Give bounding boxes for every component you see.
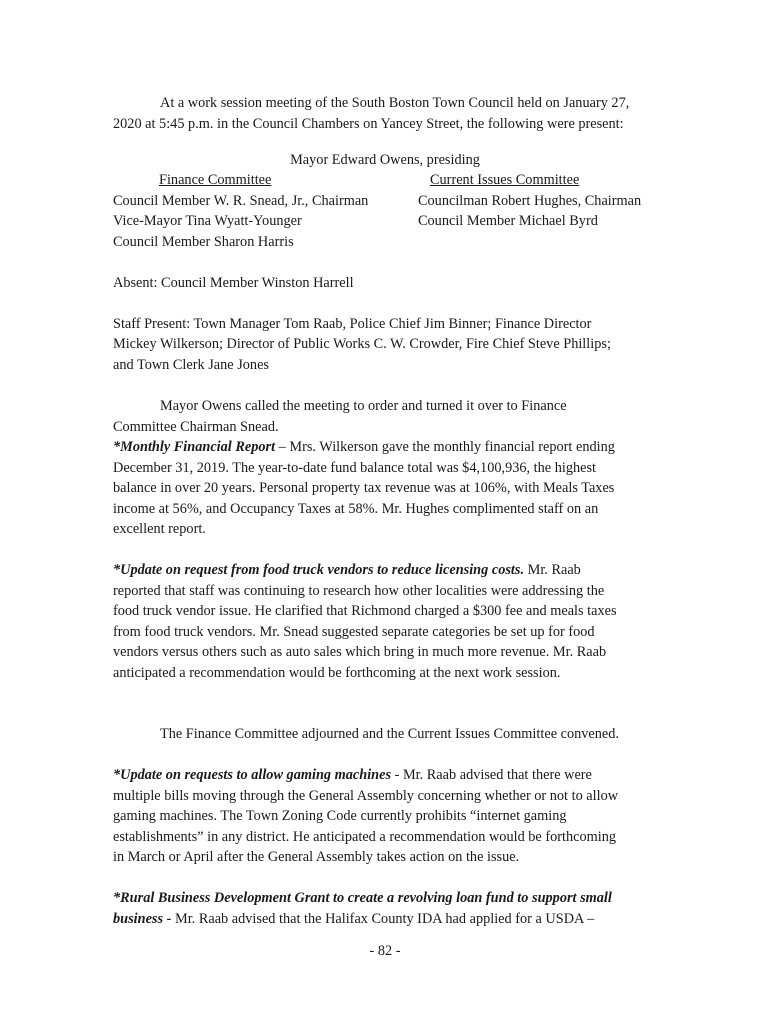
staff-line: and Town Clerk Jane Jones [113,357,269,373]
current-issues-committee-heading: Current Issues Committee [430,172,580,188]
adjourn-line: The Finance Committee adjourned and the Current Issues Committee convened. [160,726,619,742]
gaming-line: multiple bills moving through the General Assembly concerning whether or not to allow [113,788,619,804]
presiding-line: Mayor Edward Owens, presiding [290,152,480,168]
food-truck-line: vendors versus others such as auto sales which bring in much more revenue. Mr. Raab [113,644,607,660]
food-truck-text: Mr. Raab [524,562,581,578]
food-truck-line: reported that staff was continuing to research how other localities were addressing the [113,583,605,599]
rural-text: Mr. Raab advised that the Halifax County IDA had applied for a USDA – [171,911,595,927]
rural-heading-line [113,910,594,928]
financial-report-line: December 31, 2019. The year-to-date fund balance total was $4,100,936, the highest [113,460,597,476]
page-number: - 82 - [369,943,401,959]
financial-report-line: income at 56%, and Occupancy Taxes at 58%. Mr. Hughes complimented staff on an [113,501,599,517]
gaming-line: establishments” in any district. He anticipated a recommendation would be forthcoming [113,829,617,845]
absent-line: Absent: Council Member Winston Harrell [113,275,354,291]
gaming-title: *Update on requests to allow gaming machines [113,767,392,783]
finance-member: Vice-Mayor Tina Wyatt-Younger [113,213,302,229]
gaming-line: gaming machines. The Town Zoning Code currently prohibits “internet gaming [113,808,567,824]
food-truck-line: food truck vendor issue. He clarified that Richmond charged a $300 fee and meals taxes [113,603,617,619]
call-to-order-line: Committee Chairman Snead. [113,419,279,435]
call-to-order-line: Mayor Owens called the meeting to order and turned it over to Finance [160,398,567,414]
financial-report-text: – Mrs. Wilkerson gave the monthly financial report ending [275,439,615,455]
gaming-text: - Mr. Raab advised that there were [391,767,592,783]
financial-report-line: balance in over 20 years. Personal property tax revenue was at 106%, with Meals Taxes [113,480,615,496]
finance-committee-heading: Finance Committee [159,172,272,188]
financial-report-title: *Monthly Financial Report [113,439,276,455]
intro-line-1: At a work session meeting of the South Boston Town Council held on January 27, [160,95,630,111]
food-truck-line: from food truck vendors. Mr. Snead suggested separate categories be set up for food [113,624,595,640]
financial-report-heading-line [113,438,615,456]
gaming-heading-line [113,766,592,784]
finance-member: Council Member Sharon Harris [113,234,294,250]
food-truck-line: anticipated a recommendation would be forthcoming at the next work session. [113,665,561,681]
financial-report-line: excellent report. [113,521,206,537]
current-issues-member: Council Member Michael Byrd [418,213,598,229]
finance-member: Council Member W. R. Snead, Jr., Chairman [113,193,369,209]
gaming-line: in March or April after the General Assembly takes action on the issue. [113,849,520,865]
rural-title-line-2: business - [113,911,172,927]
intro-line-2: 2020 at 5:45 p.m. in the Council Chambers on Yancey Street, the following were present: [113,116,624,132]
staff-line: Staff Present: Town Manager Tom Raab, Police Chief Jim Binner; Finance Director [113,316,592,332]
rural-title-line-1: *Rural Business Development Grant to create a revolving loan fund to support small [113,890,612,906]
current-issues-member: Councilman Robert Hughes, Chairman [418,193,642,209]
food-truck-title: *Update on request from food truck vendors to reduce licensing costs. [113,562,525,578]
staff-line: Mickey Wilkerson; Director of Public Works C. W. Crowder, Fire Chief Steve Phillips; [113,336,611,352]
food-truck-heading-line [113,561,581,579]
